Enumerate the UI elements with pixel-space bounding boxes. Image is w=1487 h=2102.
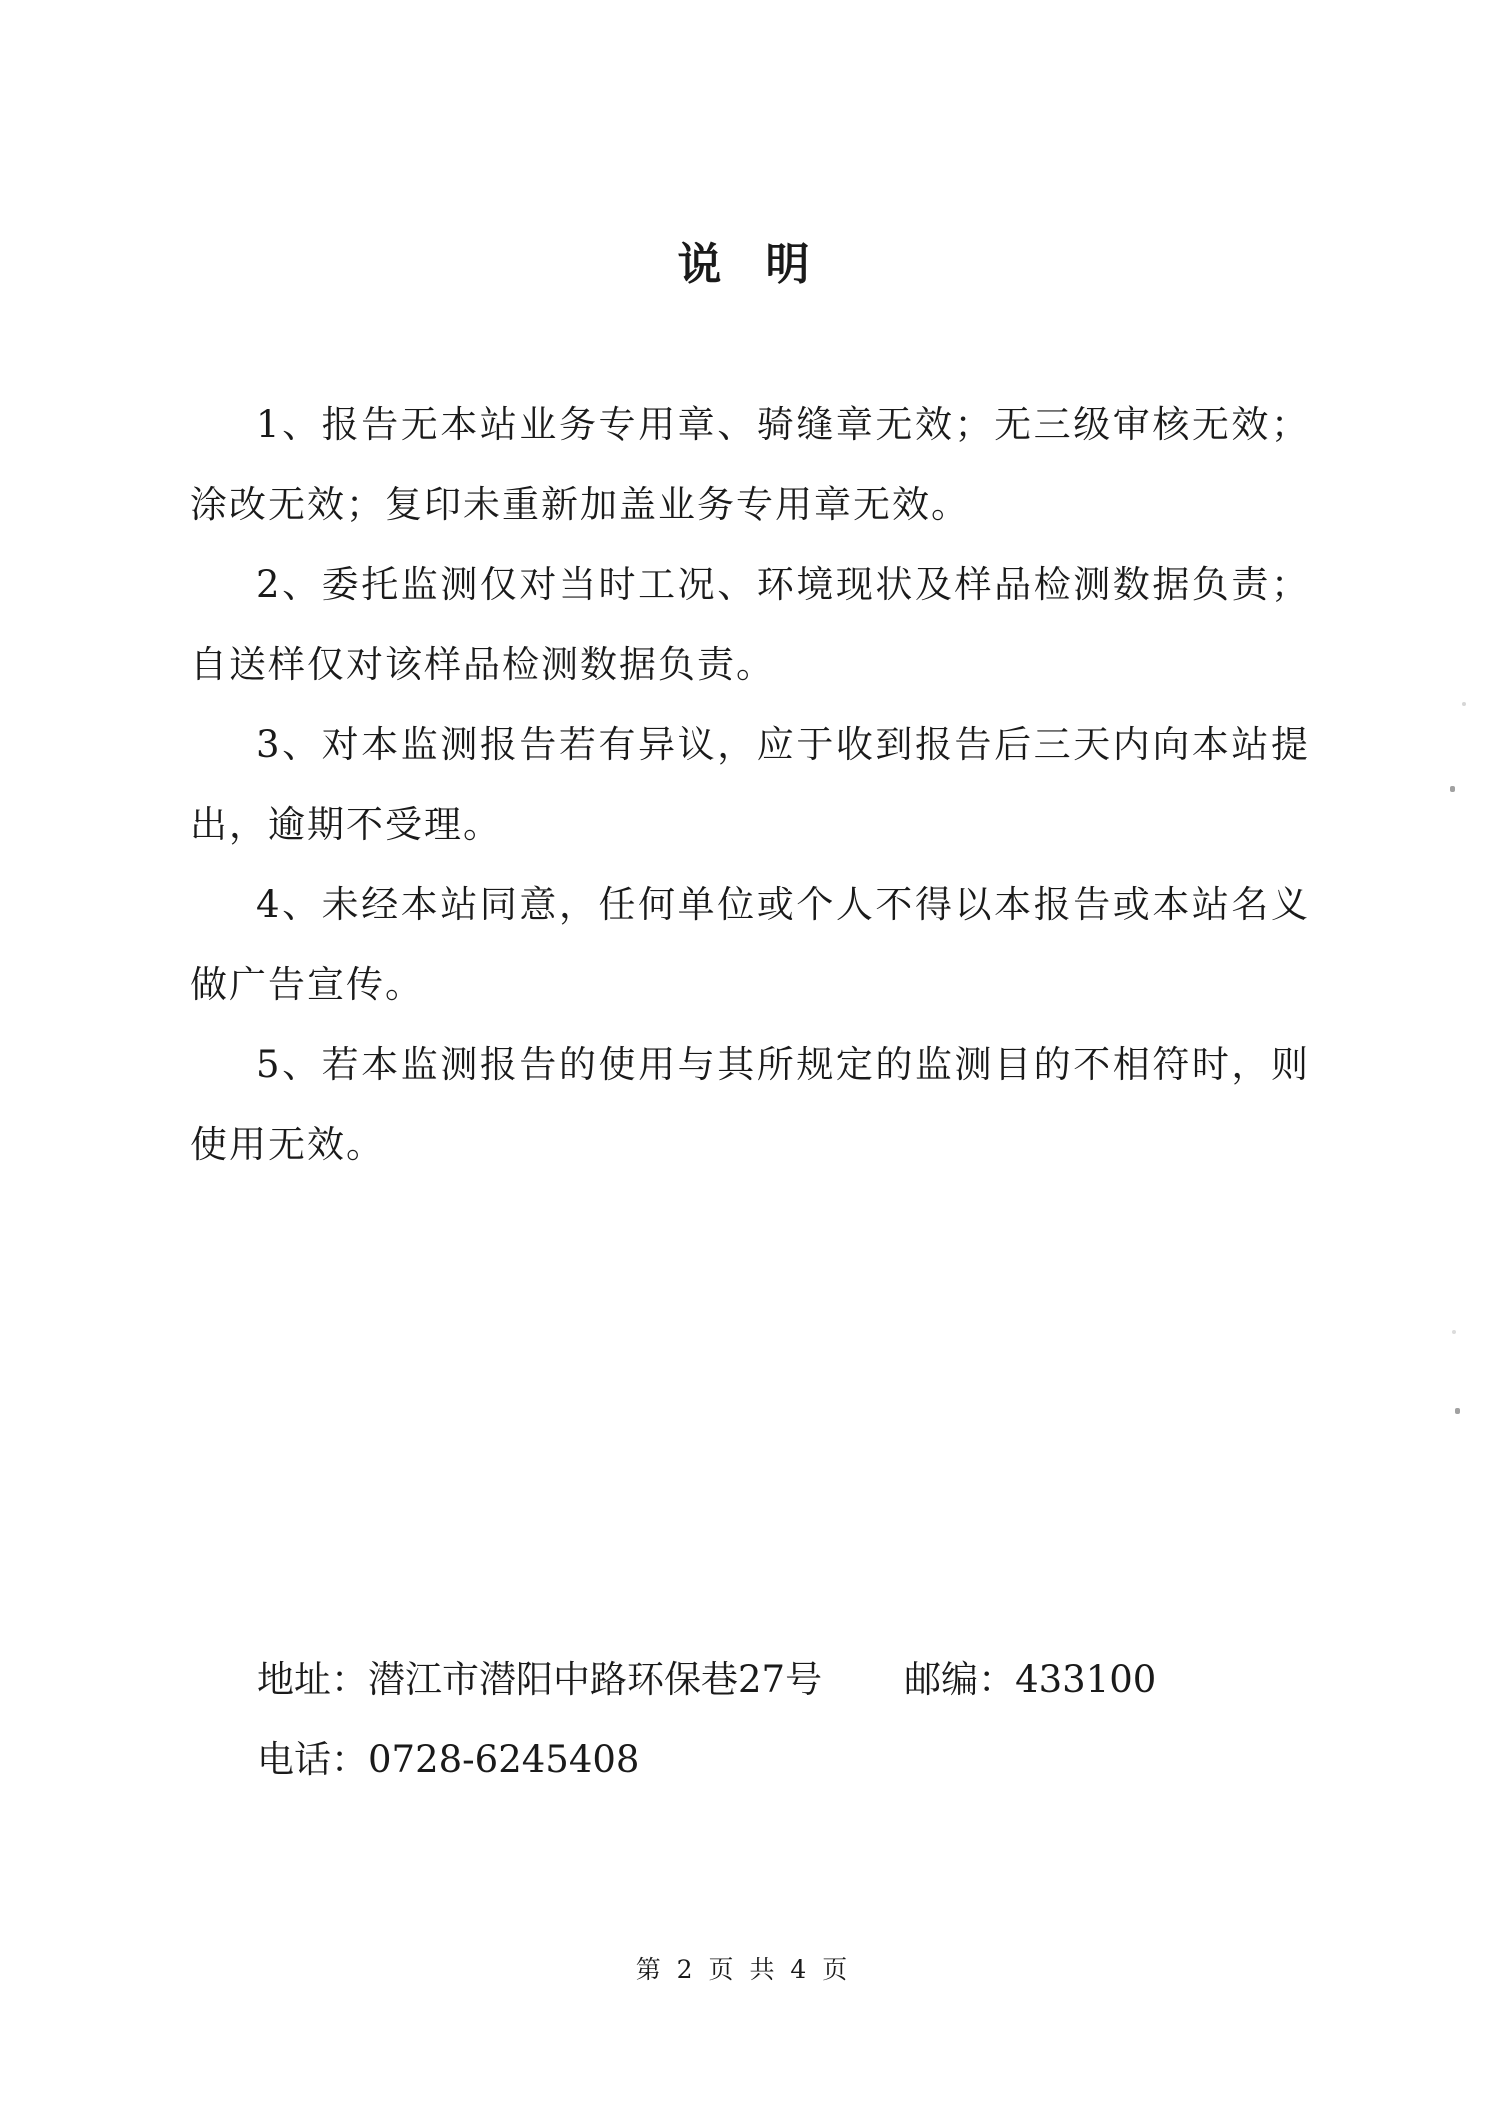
note-item-3: 3、对本监测报告若有异议，应于收到报告后三天内向本站提出，逾期不受理。 — [190, 723, 1310, 846]
phone-value: 0728-6245408 — [368, 1738, 640, 1781]
address-label: 地址： — [257, 1658, 368, 1701]
notes-list — [190, 385, 1310, 1185]
scan-mark — [1452, 1330, 1456, 1334]
scan-mark — [1455, 1408, 1460, 1414]
page-title: 说明 — [677, 239, 854, 290]
note-item-1: 1、报告无本站业务专用章、骑缝章无效；无三级审核无效；涂改无效；复印未重新加盖业务专用章无效。 — [190, 403, 1310, 526]
address-line — [257, 1640, 1257, 1720]
phone-label: 电话： — [257, 1738, 368, 1781]
contact-info — [257, 1640, 1257, 1800]
postcode-value: 433100 — [1015, 1658, 1157, 1701]
postcode-label: 邮编： — [904, 1658, 1016, 1701]
note-item-4: 4、未经本站同意，任何单位或个人不得以本报告或本站名义做广告宣传。 — [190, 883, 1310, 1006]
postcode — [904, 1640, 1156, 1720]
note-item-2: 2、委托监测仅对当时工况、环境现状及样品检测数据负责；自送样仅对该样品检测数据负责。 — [190, 563, 1310, 686]
page-number: 第 2 页 共 4 页 — [635, 1955, 852, 1984]
note-item-5: 5、若本监测报告的使用与其所规定的监测目的不相符时，则使用无效。 — [190, 1043, 1310, 1166]
address-value: 潜江市潜阳中路环保巷27号 — [368, 1658, 823, 1701]
phone-line — [257, 1720, 1257, 1800]
scan-mark — [1462, 702, 1466, 706]
scan-mark — [1450, 786, 1455, 792]
